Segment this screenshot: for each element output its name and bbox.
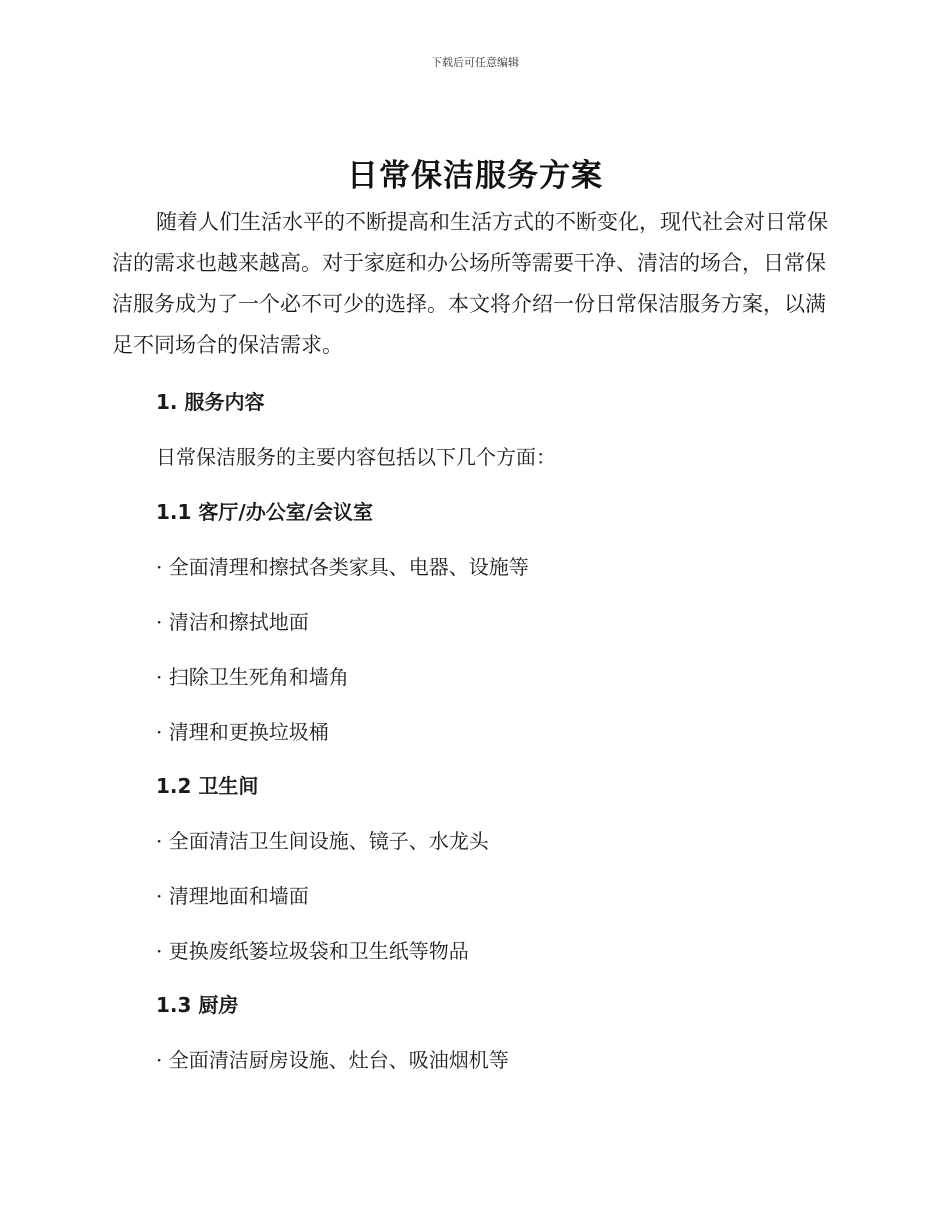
section-lead-text: 日常保洁服务的主要内容包括以下几个方面： bbox=[156, 445, 556, 469]
list-item: · 扫除卫生死角和墙角 bbox=[156, 665, 349, 689]
list-item: · 全面清洁卫生间设施、镜子、水龙头 bbox=[156, 829, 489, 853]
subsection-heading-bathroom: 1.2 卫生间 bbox=[156, 774, 259, 798]
list-item: · 更换废纸篓垃圾袋和卫生纸等物品 bbox=[156, 939, 469, 963]
list-item: · 清洁和擦拭地面 bbox=[156, 610, 309, 634]
list-item: · 全面清洁厨房设施、灶台、吸油烟机等 bbox=[156, 1048, 509, 1072]
header-note: 下载后可任意编辑 bbox=[431, 56, 519, 69]
subsection-heading-kitchen: 1.3 厨房 bbox=[156, 993, 239, 1017]
list-item: · 全面清理和擦拭各类家具、电器、设施等 bbox=[156, 555, 529, 579]
section-heading-service-content: 1. 服务内容 bbox=[156, 390, 265, 414]
list-item: · 清理和更换垃圾桶 bbox=[156, 720, 329, 744]
subsection-heading-living-room-office: 1.1 客厅/办公室/会议室 bbox=[156, 500, 374, 524]
intro-paragraph: 随着人们生活水平的不断提高和生活方式的不断变化，现代社会对日常保洁的需求也越来越高。对于家庭和办公场所等需要干净、清洁的场合，日常保洁服务成为了一个必不可少的选择。本文将介绍一份日常保洁服务方案，以满足不同场合的保洁需求。 bbox=[112, 210, 828, 357]
list-item: · 清理地面和墙面 bbox=[156, 884, 309, 908]
document-title: 日常保洁服务方案 bbox=[347, 158, 603, 194]
